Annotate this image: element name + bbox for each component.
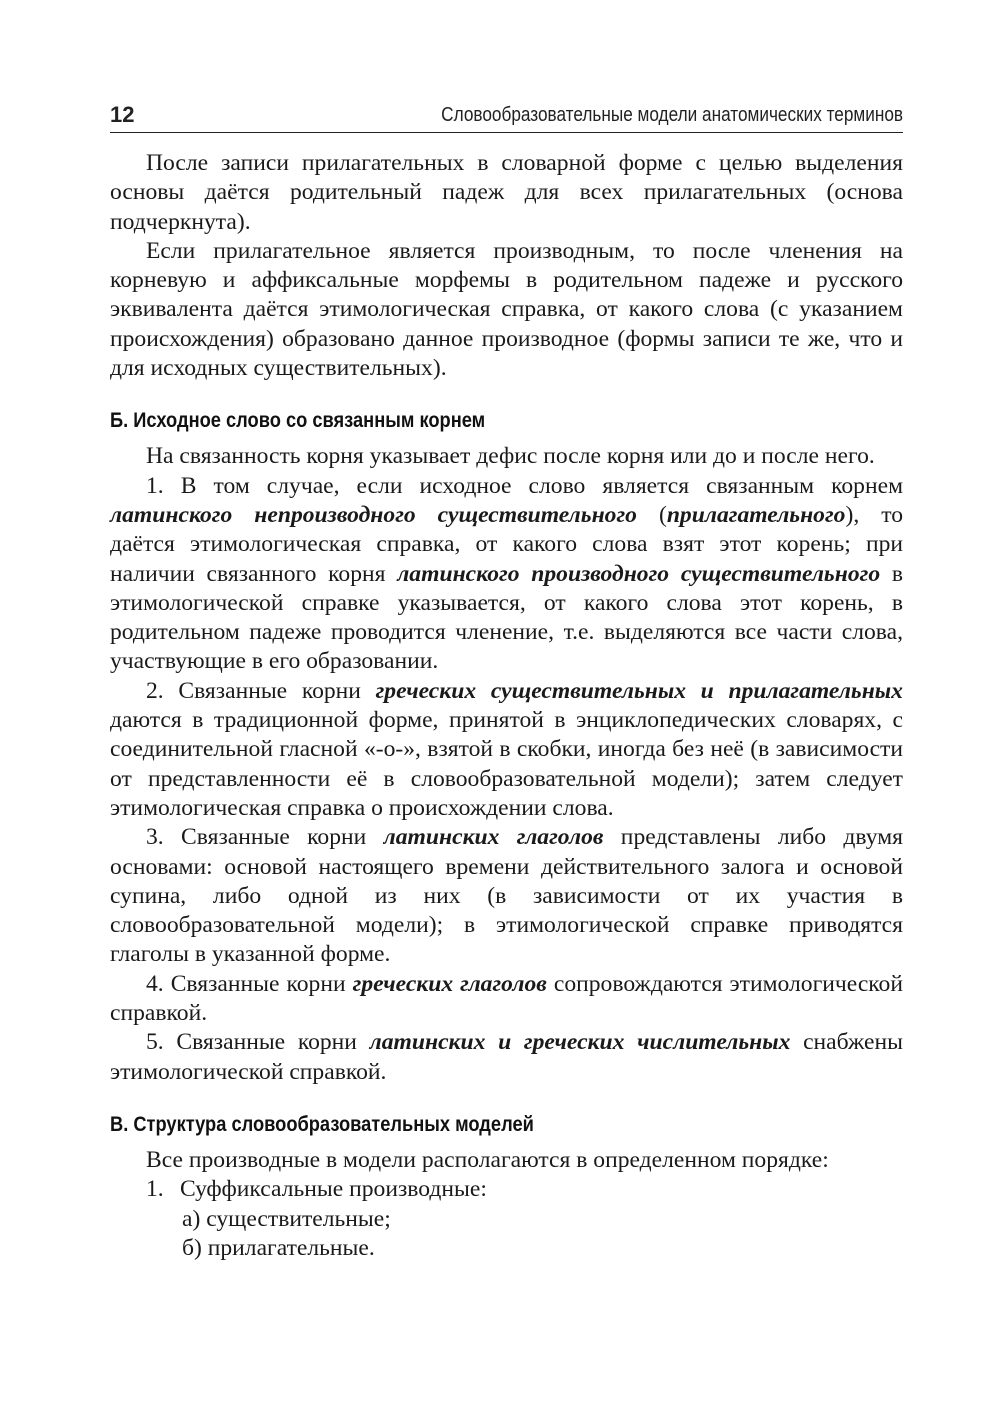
list-subitem-b: б) прилагательные.: [182, 1234, 375, 1261]
item-text: 2. Связанные корни: [146, 677, 376, 704]
section-b-item-5: [110, 1028, 903, 1087]
list-text: Суффиксальные производные:: [180, 1176, 487, 1203]
item-text: 4. Связанные корни: [146, 970, 353, 997]
item-text: 3. Связанные корни: [146, 824, 384, 851]
section-b-item-3: [110, 823, 903, 969]
item-text: сопровождаются этимологической справкой.: [110, 970, 903, 1027]
page-number: 12: [110, 102, 135, 127]
spacer: [110, 383, 903, 398]
section-b-item-2: [110, 677, 903, 823]
emphasis: прилагательного: [666, 501, 846, 528]
section-b-item-4: [110, 970, 903, 1029]
item-text: снабжены этимологической справкой.: [110, 1029, 904, 1085]
emphasis: латинского производного существительного: [397, 560, 881, 587]
spacer: [110, 1087, 903, 1102]
running-title: Словообразовательные модели анатомических терминов: [441, 104, 903, 126]
item-text: в этимологической справке указывается, от какого слова этот корень, в родительном падеже проводится членение, т.е. выделяются все части слова, участвующие в его образовании.: [110, 560, 903, 675]
item-text: ), то даётся этимологическая справка, от какого слова взят этот корень; при наличии связанного корня: [110, 501, 903, 587]
section-b-heading: Б. Исходное слово со связанным корнем: [110, 408, 486, 433]
emphasis: латинских и греческих числительных: [369, 1029, 791, 1056]
item-text: 1. В том случае, если исходное слово является связанным корнем: [146, 472, 903, 499]
emphasis: греческих глаголов: [352, 970, 547, 997]
item-text: представлены либо двумя основами: основой настоящего времени действительного залога и основой супина, либо одной из них (в зависимости от их участия в словообразовательной модели); в этимологической справке приводятся глаголы в указанной форме.: [110, 824, 903, 968]
item-text: даются в традиционной форме, принятой в энциклопедических словарях, с соединительной гласной «-о-», взятой в скобки, иногда без неё (в зависимости от представленности её в словообразовательной модели); затем следует этимологическая справка о происхождении слова.: [110, 707, 903, 821]
section-c-heading: В. Структура словообразовательных моделей: [110, 1111, 534, 1136]
list-subitem-a: а) существительные;: [182, 1205, 391, 1232]
emphasis: латинского непроизводного существительного: [110, 501, 637, 528]
running-head: [110, 100, 903, 133]
intro-paragraph-1: После записи прилагательных в словарной форме с целью выделения основы даётся родительный падеж для всех прилагательных (основа подчеркнута).: [110, 150, 903, 235]
item-text: 5. Связанные корни: [146, 1029, 370, 1056]
body-text: [110, 149, 903, 1263]
section-b-item-1: [110, 472, 903, 677]
emphasis: латинских глаголов: [383, 824, 604, 851]
item-text: (: [636, 501, 667, 528]
section-c-lead: Все производные в модели располагаются в определенном порядке:: [146, 1146, 829, 1173]
emphasis: греческих существительных и прилагательных: [375, 677, 903, 704]
section-b-lead: На связанность корня указывает дефис после корня или до и после него.: [146, 443, 875, 470]
intro-paragraph-2: Если прилагательное является производным, то после членения на корневую и аффиксальные морфемы в родительном падеже и русского эквивалента даётся этимологическая справка, от какого слова (с указанием происхождения) образовано данное производное (формы записи те же, что и для исходных существительных).: [110, 237, 903, 382]
list-item: [110, 1175, 903, 1204]
list-number: 1.: [146, 1176, 164, 1203]
